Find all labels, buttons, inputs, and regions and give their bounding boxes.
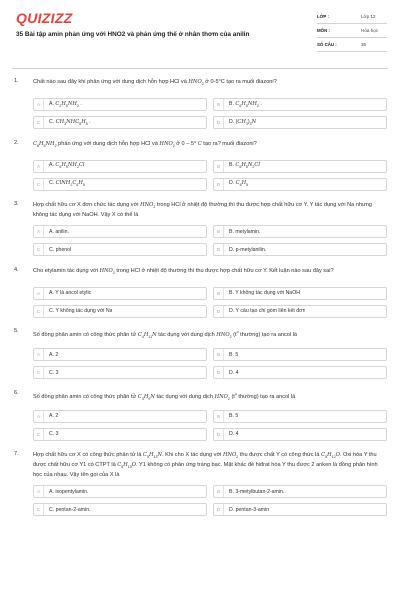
answer-option-c[interactable] — [33, 503, 207, 516]
question-item — [0, 328, 400, 379]
meta-row-question-count — [317, 38, 387, 52]
answer-options — [33, 410, 386, 441]
answer-options — [33, 160, 386, 191]
document-title: 35 Bài tập amin phản ứng với HNO2 và phản ứng thế ở nhân thơm của anilin — [16, 31, 250, 38]
meta-label: LỚP : — [317, 14, 329, 19]
question-text: Cho etylamin tác dụng với $HNO_2$ trong HCl ở nhiệt độ thường thì thu được hợp chất hữu cơ Y. Kết luận nào sau đây sai? — [33, 267, 334, 275]
option-letter: C — [34, 504, 44, 515]
answer-option-c[interactable] — [33, 305, 207, 318]
quizizz-logo: QUIZIZZ — [16, 10, 73, 26]
question-text: Số đồng phân amin có công thức phân tử $C_4H_{11}N$ tác dụng với dung dịch $HNO_2$ ($t^o$ thường) tạo ra ancol là — [33, 330, 298, 340]
question-item — [0, 78, 400, 129]
option-text: C. 3 — [49, 431, 59, 438]
answer-option-c[interactable] — [33, 366, 207, 379]
question-list — [0, 78, 400, 527]
answer-option-b[interactable] — [213, 410, 387, 423]
question-text: $C_6H_5NH_2$ phản ứng với dung dịch hỗn hợp HCl và $HNO_2$ ở 0 – 5° C tạo ra? muối điazoni? — [33, 140, 257, 148]
option-text: B. $C_6H_5NH_2$ . — [229, 100, 262, 109]
option-text: B. Y không tác dụng với NaOH — [229, 290, 300, 297]
option-letter: B — [214, 288, 224, 299]
answer-option-b[interactable] — [213, 160, 387, 173]
option-text: C. Y không tác dụng với Na — [49, 308, 113, 315]
option-text: A. 2 — [49, 413, 59, 420]
question-item — [0, 390, 400, 441]
question-number: 6. — [14, 389, 19, 396]
option-text: A. $C_6H_5NH_2Cl$ — [49, 162, 85, 170]
option-text: D. 4 — [229, 369, 239, 376]
option-text: D. $C_6H_5$ — [229, 180, 249, 188]
document-meta-table — [317, 10, 387, 52]
option-letter: B — [214, 411, 224, 422]
question-number: 1. — [14, 78, 19, 84]
option-letter: A — [34, 226, 44, 237]
question-item — [0, 140, 400, 191]
option-text: B. $C_6H_5N_2Cl$ — [229, 162, 261, 170]
option-text: A. 2 — [49, 351, 59, 358]
option-letter: C — [34, 367, 44, 378]
option-text: A. Y là ancol etylic — [49, 290, 92, 297]
option-text: C. pentan-2-amin. — [49, 506, 91, 513]
option-letter: D — [214, 244, 224, 255]
option-text: B. 3-metylbutan-2-amin. — [229, 488, 285, 495]
option-letter: B — [214, 349, 224, 360]
option-letter: A — [34, 161, 44, 172]
answer-option-d[interactable] — [213, 503, 387, 516]
option-letter: A — [34, 486, 44, 497]
option-text: D. 4 — [229, 431, 239, 438]
answer-option-d[interactable] — [213, 178, 387, 191]
document-header — [0, 0, 400, 64]
option-letter: B — [214, 486, 224, 497]
option-text: D. pentan-3-amin — [229, 506, 270, 513]
option-letter: D — [214, 429, 224, 440]
answer-option-c[interactable] — [33, 243, 207, 256]
option-letter: C — [34, 306, 44, 317]
question-number: 3. — [14, 201, 19, 207]
option-text: D. $(CH_3)_3N$ — [229, 118, 257, 127]
option-text: C. phenol — [49, 246, 72, 253]
answer-option-a[interactable] — [33, 485, 207, 498]
answer-option-a[interactable] — [33, 225, 207, 238]
question-item — [0, 267, 400, 318]
option-text: A. $C_2H_5NH_2$ . — [49, 100, 82, 109]
answer-option-b[interactable] — [213, 287, 387, 300]
option-letter: D — [214, 306, 224, 317]
answer-option-d[interactable] — [213, 366, 387, 379]
meta-value: Lớp 12 — [361, 14, 376, 19]
option-text: B. metylamin. — [229, 228, 261, 235]
option-letter: B — [214, 161, 224, 172]
answer-option-b[interactable] — [213, 348, 387, 361]
answer-options — [33, 287, 386, 318]
option-text: C. $ClNH_2C_6H_5$ — [49, 180, 85, 188]
option-text: C. 3 — [49, 369, 59, 376]
question-text: Chất nào sau đây khi phản ứng với dung dịch hỗn hợp HCl và $HNO_2$ ở 0-5°C tạo ra muối điazoni? — [33, 79, 277, 87]
answer-options — [33, 485, 386, 516]
meta-label: MÔN : — [317, 28, 330, 33]
question-number: 4. — [14, 266, 19, 273]
answer-option-c[interactable] — [33, 116, 207, 129]
option-text: C. $CH_3NHC_6H_5$ . — [49, 118, 91, 127]
question-number: 7. — [14, 451, 19, 458]
question-item — [0, 451, 400, 516]
meta-row-class — [317, 10, 387, 24]
option-text: B. 5 — [229, 351, 239, 358]
meta-value: Hóa học — [361, 28, 379, 33]
answer-option-c[interactable] — [33, 428, 207, 441]
answer-option-d[interactable] — [213, 428, 387, 441]
option-letter: A — [34, 411, 44, 422]
answer-options — [33, 225, 386, 256]
option-letter: B — [214, 226, 224, 237]
question-number: 5. — [14, 328, 19, 335]
meta-value: 35 — [361, 42, 367, 47]
question-number: 2. — [14, 139, 19, 146]
option-text: D. p-metylanilin. — [229, 246, 267, 253]
option-letter: D — [214, 117, 224, 128]
option-letter: A — [34, 288, 44, 299]
answer-option-b[interactable] — [213, 225, 387, 238]
answer-option-d[interactable] — [213, 243, 387, 256]
answer-option-a[interactable] — [33, 160, 207, 173]
question-text: Số đồng phân amin có công thức phân tử $C_3H_9N$ tác dụng với dung dịch $HNO_2$ ($t^o$ thường) tạo ra ancol là — [33, 391, 296, 401]
option-letter: A — [34, 349, 44, 360]
option-letter: D — [214, 179, 224, 190]
answer-option-b[interactable] — [213, 98, 387, 111]
answer-option-a[interactable] — [33, 410, 207, 423]
option-letter: B — [214, 99, 224, 110]
option-text: D. Y cấu tạo chỉ gồm liên kết đơn — [229, 308, 306, 315]
answer-option-b[interactable] — [213, 485, 387, 498]
question-text: Hợp chất hữu cơ X đơn chức tác dụng với $HNO_2$ trong HCl ở nhiệt độ thường thì thu được hợp chất hữu cơ Y. Y tác dụng với Na nhưng không tác dụng với NaOH. Vậy X có thể là — [33, 202, 373, 219]
answer-options — [33, 348, 386, 379]
answer-option-c[interactable] — [33, 178, 207, 191]
meta-label: SỐ CÂU : — [317, 42, 337, 47]
option-letter: D — [214, 504, 224, 515]
question-text: Hợp chất hữu cơ X có công thức phân tử là $C_5H_{13}N$. Khi cho X tác dụng với $HNO_2$ thu được chất Y có công thức là $C_5H_{12}O$. Oxi hóa Y thu được chất hữu cơ Y1 có CTPT là $C_5H_{10}O$. Y1 không có phản ứng tráng bạc. Mặt khác đề hiđrat hóa Y thu được 2 anken là đồng phân hình học của nhau. Vậy tên gọi của X là — [33, 452, 378, 479]
option-letter: C — [34, 117, 44, 128]
answer-option-a[interactable] — [33, 348, 207, 361]
option-letter: D — [214, 367, 224, 378]
question-item — [0, 201, 400, 256]
option-text: A. anilin. — [49, 228, 69, 235]
option-letter: A — [34, 99, 44, 110]
option-letter: C — [34, 179, 44, 190]
answer-option-d[interactable] — [213, 116, 387, 129]
answer-option-d[interactable] — [213, 305, 387, 318]
option-text: A. isopentylamin. — [49, 488, 89, 495]
answer-option-a[interactable] — [33, 287, 207, 300]
meta-row-subject — [317, 24, 387, 38]
answer-options — [33, 98, 386, 129]
answer-option-a[interactable] — [33, 98, 207, 111]
header-divider — [12, 68, 388, 69]
option-letter: C — [34, 244, 44, 255]
option-letter: C — [34, 429, 44, 440]
option-text: B. 5 — [229, 413, 239, 420]
